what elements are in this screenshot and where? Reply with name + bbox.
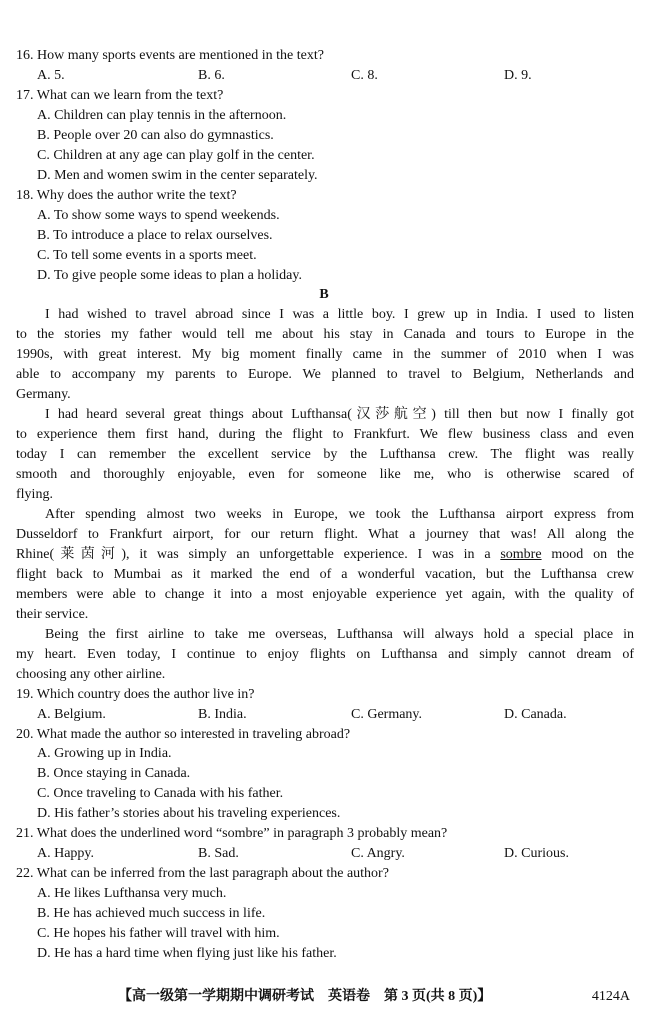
question-18: 18. Why does the author write the text? [16, 188, 237, 203]
option-18-b: B. To introduce a place to relax ourselves. [37, 228, 273, 243]
passage-p2-line: today I can remember the excellent service by the Lufthansa crew. The flight was really [16, 447, 634, 462]
question-19: 19. Which country does the author live in? [16, 687, 255, 702]
passage-p1-line: Germany. [16, 387, 71, 402]
passage-p3-line: After spending almost two weeks in Europe, we took the Lufthansa airport express from [45, 507, 634, 522]
option-17-b: B. People over 20 can also do gymnastics. [37, 128, 274, 143]
option-21-a: A. Happy. [37, 846, 95, 861]
option-21-d: D. Curious. [504, 846, 569, 861]
option-17-c: C. Children at any age can play golf in the center. [37, 148, 315, 163]
question-21: 21. What does the underlined word “sombre” in paragraph 3 probably mean? [16, 826, 448, 841]
option-20-a: A. Growing up in India. [37, 746, 172, 761]
passage-p3-line: flight back to Mumbai as it marked the end of a wonderful vacation, but the Lufthansa crew [16, 567, 634, 582]
passage-text: Rhine(莱茵河), it was simply an unforgettable experience. I was in a [16, 547, 501, 562]
passage-p2-line: to experience them first hand, during the flight to Frankfurt. We flew business class and even [16, 427, 634, 442]
passage-p1-line: able to accompany my parents to Europe. We planned to travel to Belgium, Netherlands and [16, 367, 634, 382]
question-17: 17. What can we learn from the text? [16, 88, 224, 103]
option-20-d: D. His father’s stories about his traveling experiences. [37, 806, 341, 821]
option-19-b: B. India. [198, 707, 247, 722]
exam-info: 【高一级第一学期期中调研考试 英语卷 第 3 页(共 8 页)】 [118, 989, 492, 1004]
passage-p1-line: to the stories my father would tell me about his stay in Canada and tours to Europe in the [16, 327, 634, 342]
passage-p2-line: I had heard several great things about Lufthansa(汉莎航空) till then but now I finally got [45, 407, 634, 422]
option-21-c: C. Angry. [351, 846, 405, 861]
passage-p3-line: their service. [16, 607, 89, 622]
passage-p4-line: choosing any other airline. [16, 667, 166, 682]
option-16-b: B. 6. [198, 68, 225, 83]
option-18-c: C. To tell some events in a sports meet. [37, 248, 257, 263]
option-16-a: A. 5. [37, 68, 65, 83]
passage-p4-line: Being the first airline to take me overseas, Lufthansa will always hold a special place in [45, 627, 634, 642]
passage-text: mood on the [541, 547, 634, 562]
option-17-a: A. Children can play tennis in the afternoon. [37, 108, 287, 123]
question-20: 20. What made the author so interested in traveling abroad? [16, 727, 351, 742]
option-22-d: D. He has a hard time when flying just like his father. [37, 946, 337, 961]
option-22-a: A. He likes Lufthansa very much. [37, 886, 227, 901]
question-22: 22. What can be inferred from the last paragraph about the author? [16, 866, 389, 881]
passage-p2-line: flying. [16, 487, 53, 502]
option-19-a: A. Belgium. [37, 707, 106, 722]
option-21-b: B. Sad. [198, 846, 239, 861]
option-18-d: D. To give people some ideas to plan a holiday. [37, 268, 302, 283]
option-19-c: C. Germany. [351, 707, 423, 722]
exam-code: 4124A [591, 989, 630, 1004]
section-b-heading: B [319, 287, 329, 302]
question-16: 16. How many sports events are mentioned in the text? [16, 48, 324, 63]
option-19-d: D. Canada. [504, 707, 567, 722]
passage-p3-line: members were able to change it into a most enjoyable experience yet again, with the quality of [16, 587, 634, 602]
passage-p3-line: Dusseldorf to Frankfurt airport, for our return flight. What a journey that was! All along the [16, 527, 634, 542]
passage-p1-line: I had wished to travel abroad since I was a little boy. I grew up in India. I used to listen [45, 307, 634, 322]
passage-p4-line: my heart. Even today, I continue to enjoy flights on Lufthansa and simply cannot dream of [16, 647, 634, 662]
option-16-d: D. 9. [504, 68, 532, 83]
option-17-d: D. Men and women swim in the center separately. [37, 168, 318, 183]
passage-p3-line [16, 545, 634, 565]
option-20-b: B. Once staying in Canada. [37, 766, 191, 781]
option-22-b: B. He has achieved much success in life. [37, 906, 266, 921]
underlined-word-sombre: sombre [500, 547, 542, 562]
passage-p1-line: 1990s, with great interest. My big moment finally came in the summer of 2010 when I was [16, 347, 634, 362]
option-20-c: C. Once traveling to Canada with his father. [37, 786, 284, 801]
option-18-a: A. To show some ways to spend weekends. [37, 208, 280, 223]
option-22-c: C. He hopes his father will travel with him. [37, 926, 280, 941]
option-16-c: C. 8. [351, 68, 378, 83]
passage-p2-line: smooth and thoroughly enjoyable, even for someone like me, who is otherwise scared of [16, 467, 634, 482]
